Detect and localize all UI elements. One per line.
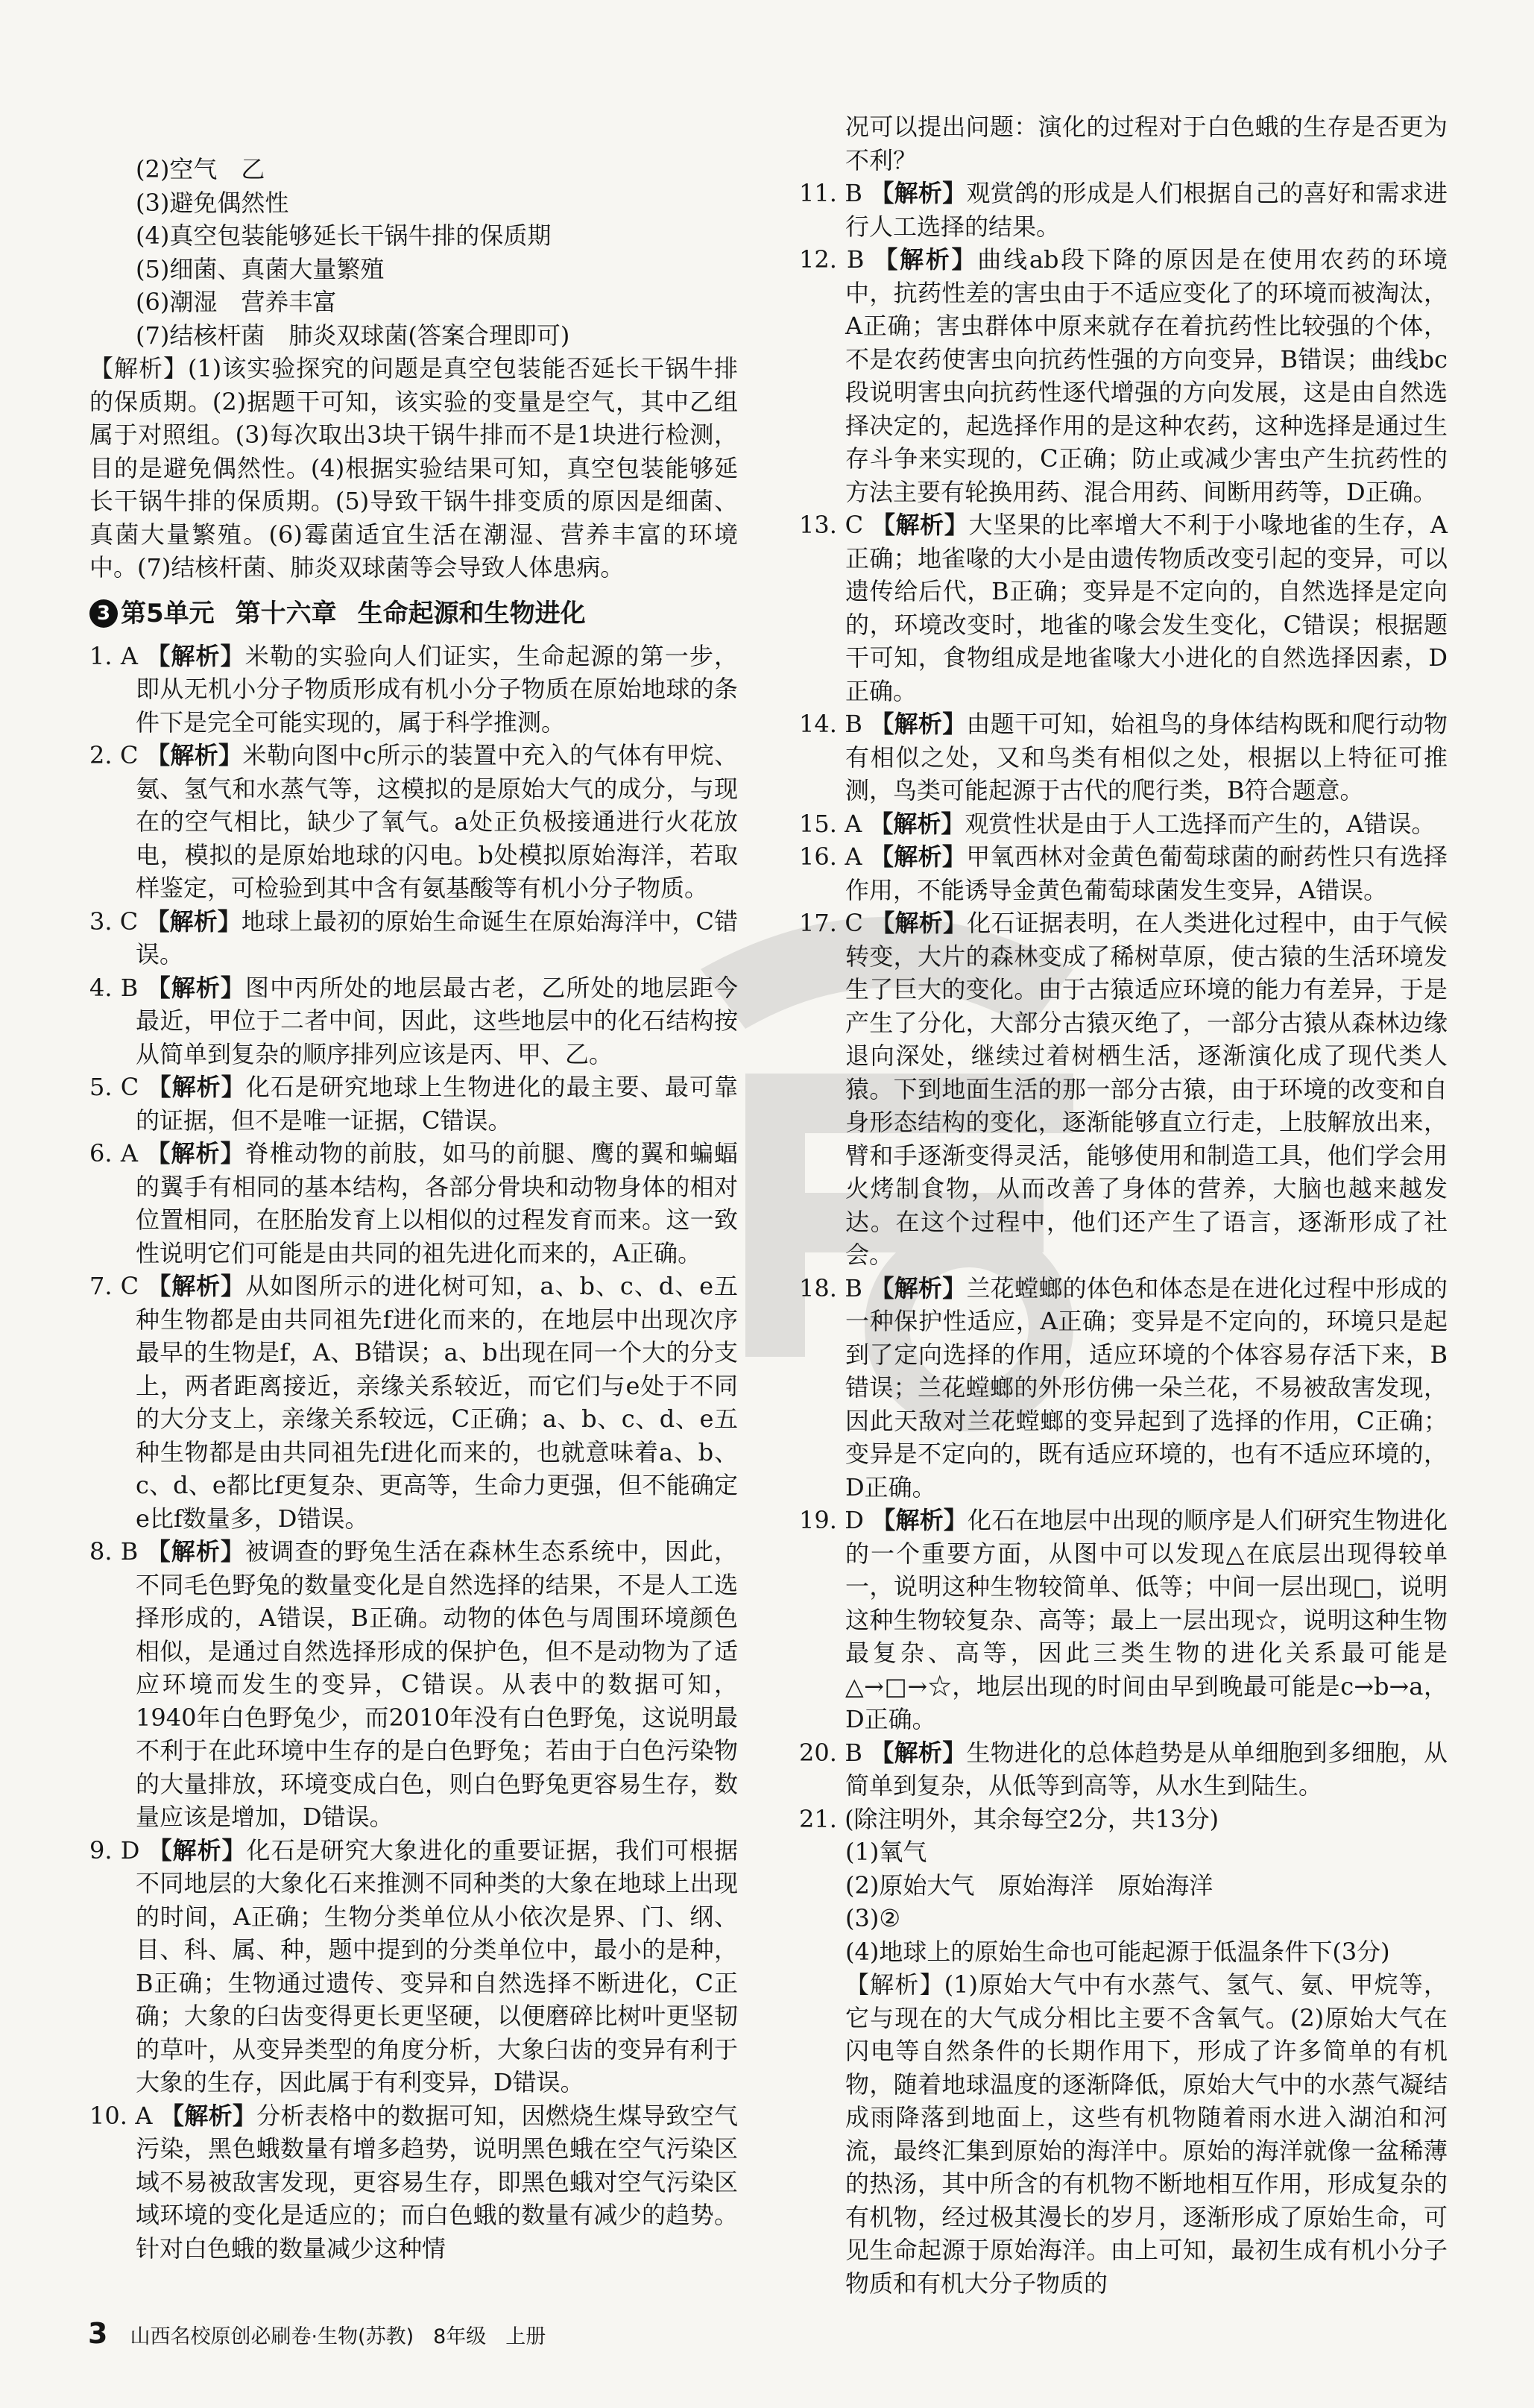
explanation-tag: 【解析】: [146, 641, 245, 670]
grade-label: 8年级: [433, 2325, 487, 2348]
answer-line: (5)细菌、真菌大量繁殖: [136, 254, 385, 283]
question-text: 被调查的野兔生活在森林生态系统中，因此，不同毛色野兔的数量变化是自然选择的结果，不是人工选择形成的，A错误，B正确。动物的体色与周围环境颜色相似，是通过自然选择形成的保护色，但不是动物为了适应环境而发生的变异，C错误。从表中的数据可知，1940年白色野兔少，而2010年没有白色野兔，这说明最不利于在此环境中生存的是白色野兔；若由于白色污染物的大量排放，环境变成白色，则白色野兔更容易生存，数量应该是增加，D错误。: [136, 1537, 738, 1831]
question-text: 化石在地层中出现的顺序是人们研究生物进化的一个重要方面，从图中可以发现△在底层出现得较单一，说明这种生物较简单、低等；中间一层出现□，说明这种生物较复杂、高等；最上一层出现☆，说明这种生物最复杂、高等，因此三类生物的进化关系最可能是△→□→☆，地层出现的时间由早到晚最可能是c→b→a，D正确。: [845, 1506, 1448, 1733]
answer-line: (6)潮湿 营养丰富: [136, 288, 337, 316]
question-item: [799, 1272, 1448, 1504]
question-head: 8. B: [89, 1537, 139, 1566]
question-text: 由题干可知，始祖鸟的身体结构既和爬行动物有相似之处，又和鸟类有相似之处，根据以上特征可推测，鸟类可能起源于古代的爬行类，B符合题意。: [845, 710, 1448, 804]
question-head: 7. C: [89, 1272, 139, 1300]
question-head: 11. B: [799, 179, 862, 207]
question-item: [799, 807, 1448, 841]
explanation-tag: 【解析】: [148, 1835, 247, 1865]
question-head: 15. A: [799, 809, 862, 838]
section-title: 生命起源和生物进化: [357, 598, 586, 628]
question-text: 化石证据表明，在人类进化过程中，由于气候转变，大片的森林变成了稀树草原，使古猿的生活环境发生了巨大的变化。由于古猿适应环境的能力有差异，于是产生了分化，大部分古猿灭绝了，一部分古猿从森林边缘退向深处，继续过着树栖生活，逐渐演化成了现代类人猿。下到地面生活的那一部分古猿，由于环境的改变和自身形态结构的变化，逐渐能够直立行走，上肢解放出来，臂和手逐渐变得灵活，能够使用和制造工具，他们学会用火烤制食物，从而改善了身体的营养，大脑也越来越发达。在这个过程中，他们还产生了语言，逐渐形成了社会。: [845, 909, 1448, 1269]
question-text: 图中丙所处的地层最古老，乙所处的地层距今最近，甲位于二者中间，因此，这些地层中的化石结构按从简单到复杂的顺序排列应该是丙、甲、乙。: [136, 973, 738, 1068]
question-head: 18. B: [799, 1273, 862, 1302]
volume-label: 上册: [505, 2325, 546, 2348]
question-text: 脊椎动物的前肢，如马的前腿、鹰的翼和蝙蝠的翼手有相同的基本结构，各部分骨块和动物身体的相对位置相同，在胚胎发育上以相似的过程发育而来。这一致性说明它们可能是由共同的祖先进化而来的，A正确。: [136, 1139, 738, 1267]
explanation-tag: 【解析】: [871, 511, 969, 539]
question-text: 兰花螳螂的体色和体态是在进化过程中形成的一种保护性适应，A正确；变异是不定向的，环境只是起到了定向选择的作用，适应环境的个体容易存活下来，B错误；兰花螳螂的外形仿佛一朵兰花，不易被敌害发现，因此天敌对兰花螳螂的变异起到了选择的作用，C正确；变异是不定向的，既有适应环境的，也有不适应环境的，D正确。: [845, 1273, 1448, 1501]
question-head: 9. D: [89, 1835, 140, 1865]
question-text: 曲线ab段下降的原因是在使用农药的环境中，抗药性差的害虫由于不适应变化了的环境而被淘汰，A正确；害虫群体中原来就存在着抗药性比较强的个体，不是农药使害虫向抗药性强的方向变异，B错误；曲线bc段说明害虫向抗药性逐代增强的方向发展，这是由自然选择决定的，起选择作用的是这种农药，这种选择是通过生存斗争来实现的，C正确；防止或减少害虫产生抗药性的方法主要有轮换用药、混合用药、间断用药等，D正确。: [845, 245, 1448, 506]
question-21-head: 21. (除注明外，其余每空2分，共13分): [799, 1804, 1219, 1833]
answer-line: (3)②: [845, 1904, 901, 1932]
question-item: [799, 243, 1448, 508]
question-text: 观赏鸽的形成是人们根据自己的喜好和需求进行人工选择的结果。: [845, 179, 1448, 241]
question-item: [89, 739, 738, 905]
question-text: 从如图所示的进化树可知，a、b、c、d、e五种生物都是由共同祖先f进化而来的，在地层中出现次序最早的生物是f，A、B错误；a、b出现在同一个大的分支上，两者距离接近，亲缘关系较近，而它们与e处于不同的大分支上，亲缘关系较远，C正确；a、b、c、d、e五种生物都是由共同祖先f进化而来的，也就意味着a、b、c、d、e都比f更复杂、更高等，生命力更强，但不能确定e比f数量多，D错误。: [136, 1272, 738, 1533]
right-column: [799, 110, 1448, 2300]
question-item: [89, 971, 738, 1071]
question-head: 4. B: [89, 973, 139, 1002]
book-series: 山西名校原创必刷卷·生物(苏教): [130, 2325, 414, 2348]
question-text: 米勒向图中c所示的装置中充入的气体有甲烷、氨、氢气和水蒸气等，这模拟的是原始大气的成分，与现在的空气相比，缺少了氧气。a处正负极接通进行火花放电，模拟的是原始地球的闪电。b处模拟原始海洋，若取样鉴定，可检验到其中含有氨基酸等有机小分子物质。: [136, 741, 738, 902]
explanation-tag: 【解析】: [146, 973, 246, 1002]
explanation-tag: 【解析】: [874, 245, 978, 274]
question-text: 观赏性状是由于人工选择而产生的，A错误。: [965, 809, 1436, 838]
question-head: 19. D: [799, 1506, 864, 1534]
question-item: [89, 1137, 738, 1270]
explanation-tag: 【解析】: [147, 1073, 246, 1101]
question-head: 1. A: [89, 641, 138, 670]
question-item: [799, 1504, 1448, 1736]
question-text: 甲氧西林对金黄色葡萄球菌的耐药性只有选择作用，不能诱导金黄色葡萄球菌发生变异，A错误。: [845, 842, 1448, 904]
section-heading: [89, 590, 738, 637]
question-item: [89, 1071, 738, 1137]
explanation-tag: 【解析】: [147, 1272, 246, 1300]
explanation-tag: 【解析】: [870, 710, 967, 738]
question-head: 10. A: [89, 2101, 153, 2130]
explanation-tag: 【解析】: [146, 741, 243, 769]
answer-line: (1)氧气: [845, 1838, 927, 1866]
left-column: [89, 153, 738, 2265]
question-text: 化石是研究大象进化的重要证据，我们可根据不同地层的大象化石来推测不同种类的大象在地球上出现的时间，A正确；生物分类单位从小依次是界、门、纲、目、科、属、种，题中提到的分类单位中，最小的是种，B正确；生物通过遗传、变异和自然选择不断进化，C正确；大象的臼齿变得更长更坚硬，以便磨碎比树叶更坚韧的草叶，从变异类型的角度分析，大象臼齿的变异有利于大象的生存，因此属于有利变异，D错误。: [136, 1835, 739, 2096]
explanation-tag: 【解析】: [871, 1506, 968, 1534]
explanation-tag: 【解析】: [869, 842, 967, 871]
answer-line: (3)避免偶然性: [136, 188, 289, 217]
answer-line: (2)空气 乙: [136, 155, 265, 183]
explanation-tag: 【解析】: [146, 1537, 246, 1566]
question-item: [799, 508, 1448, 707]
explanation: 【解析】(1)原始大气中有水蒸气、氢气、氨、甲烷等，它与现在的大气成分相比主要不含氧气。(2)原始大气在闪电等自然条件的长期作用下，形成了许多简单的有机物，随着地球温度的逐渐降低，原始大气中的水蒸气凝结成雨降落到地面上，这些有机物随着雨水进入湖泊和河流，最终汇集到原始的海洋中。原始的海洋就像一盆稀薄的热汤，其中所含的有机物不断地相互作用，形成复杂的有机物，经过极其漫长的岁月，逐渐形成了原始生命，可见生命起源于原始海洋。由上可知，最初生成有机小分子物质和有机大分子物质的: [845, 1970, 1448, 2298]
question-item: [89, 905, 738, 971]
explanation-tag: 【解析】: [145, 907, 242, 936]
question-text: 生物进化的总体趋势是从单细胞到多细胞，从简单到复杂，从低等到高等，从水生到陆生。: [845, 1738, 1448, 1800]
question-text: 分析表格中的数据可知，因燃烧生煤导致空气污染，黑色蛾数量有增多趋势，说明黑色蛾在空气污染区域不易被敌害发现，更容易生存，即黑色蛾对空气污染区域环境的变化是适应的；而白色蛾的数量有减少的趋势。针对白色蛾的数量减少这种情: [136, 2101, 738, 2263]
question-head: 2. C: [89, 741, 139, 769]
chapter-label: 第十六章: [235, 598, 337, 628]
answer-line: (4)地球上的原始生命也可能起源于低温条件下(3分): [845, 1937, 1390, 1966]
question-head: 17. C: [799, 909, 863, 937]
continued-text: 况可以提出问题：演化的过程对于白色蛾的生存是否更为不利？: [845, 113, 1448, 174]
question-item: [799, 1736, 1448, 1803]
question-head: 5. C: [89, 1073, 139, 1101]
explanation: 【解析】(1)该实验探究的问题是真空包装能否延长干锅牛排的保质期。(2)据题干可知，该实验的变量是空气，其中乙组属于对照组。(3)每次取出3块干锅牛排而不是1块进行检测，目的是避免偶然性。(4)根据实验结果可知，真空包装能够延长干锅牛排的保质期。(5)导致干锅牛排变质的原因是细菌、真菌大量繁殖。(6)霉菌适宜生活在潮湿、营养丰富的环境中。(7)结核杆菌、肺炎双球菌等会导致人体患病。: [89, 354, 738, 581]
question-text: 米勒的实验向人们证实，生命起源的第一步，即从无机小分子物质形成有机小分子物质在原始地球的条件下是完全可能实现的，属于科学推测。: [136, 641, 738, 737]
question-item: [89, 1270, 738, 1535]
explanation-tag: 【解析】: [870, 179, 967, 207]
answer-line: (2)原始大气 原始海洋 原始海洋: [845, 1870, 1213, 1900]
question-head: 12. B: [799, 245, 865, 274]
question-item: [799, 907, 1448, 1272]
explanation-tag: 【解析】: [870, 1738, 967, 1767]
explanation-tag: 【解析】: [871, 909, 968, 937]
question-item: [89, 640, 738, 740]
question-text: 化石是研究地球上生物进化的最主要、最可靠的证据，但不是唯一证据，C错误。: [136, 1073, 739, 1135]
question-text: 大坚果的比率增大不利于小喙地雀的生存，A正确；地雀喙的大小是由遗传物质改变引起的变异，可以遗传给后代，B正确；变异是不定向的，自然选择是定向的，环境改变时，地雀的喙会发生变化，C错误；根据题干可知，食物组成是地雀喙大小进化的自然选择因素，D正确。: [845, 511, 1448, 705]
section-badge: 3: [89, 599, 118, 628]
question-head: 16. A: [799, 842, 862, 871]
question-item: [89, 2099, 738, 2266]
explanation-tag: 【解析】: [869, 809, 965, 838]
question-head: 13. C: [799, 511, 864, 539]
unit-label: 第5单元: [121, 598, 215, 628]
question-item: [799, 177, 1448, 243]
question-head: 6. A: [89, 1139, 138, 1167]
explanation-tag: 【解析】: [870, 1273, 967, 1302]
question-item: [89, 1834, 738, 2099]
question-item: [89, 1535, 738, 1834]
page-footer: [88, 2317, 565, 2350]
question-head: 3. C: [89, 907, 139, 936]
answer-line: (4)真空包装能够延长干锅牛排的保质期: [136, 221, 552, 250]
answer-line: (7)结核杆菌 肺炎双球菌(答案合理即可): [136, 321, 570, 350]
page-number: 3: [88, 2317, 108, 2350]
explanation-tag: 【解析】: [146, 1139, 245, 1167]
question-head: 14. B: [799, 710, 862, 738]
question-text: 地球上最初的原始生命诞生在原始海洋中，C错误。: [136, 907, 738, 968]
question-head: 20. B: [799, 1738, 862, 1767]
explanation-tag: 【解析】: [160, 2101, 257, 2130]
question-item: [799, 707, 1448, 807]
question-item: [799, 840, 1448, 907]
